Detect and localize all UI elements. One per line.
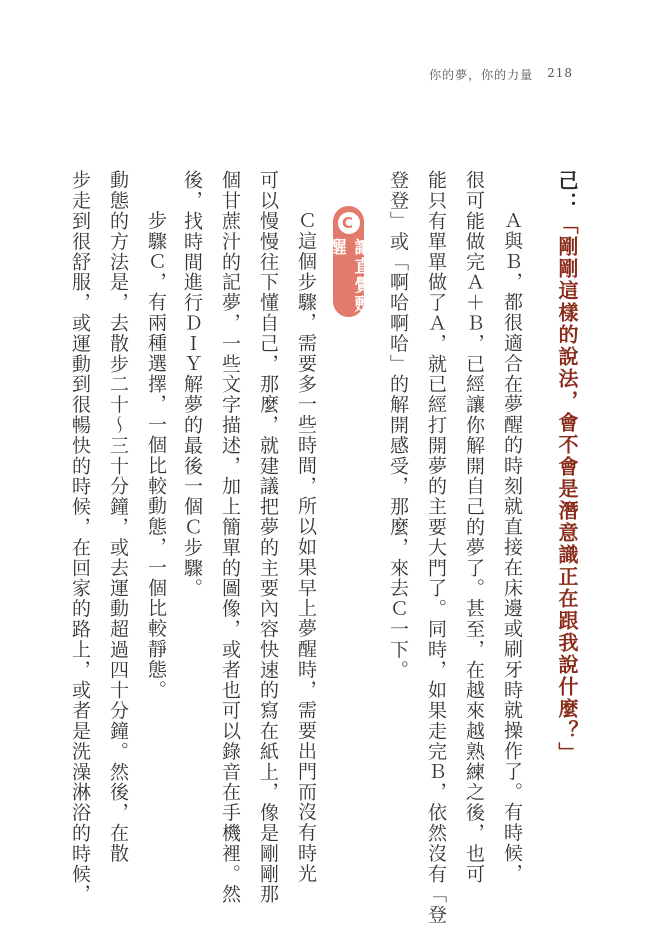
running-title: 你的夢，你的力量 [429, 68, 534, 82]
text-column-3: 能只有單單做了Ａ，就已經打開夢的主要大門了。同時，如果走完Ｂ，依然沒有「登 [425, 170, 447, 925]
text-column-1: Ａ與Ｂ，都很適合在夢醒的時刻就直接在床邊或刷牙時就操作了。有時候， [501, 190, 523, 884]
question-text: 「剛剛這樣的說法，會不會是潛意識正在跟我說什麼？」 [555, 214, 579, 764]
text-column-7: 個甘蔗汁的記夢，一些文字描述，加上簡單的圖像，或者也可以錄音在手機裡。然 [219, 170, 241, 905]
text-column-4: 登登」或「啊哈啊哈」的解開感受，那麼，來去Ｃ一下。 [387, 170, 409, 680]
section-letter: C [338, 212, 360, 234]
section-title: 讓直覺甦醒 [325, 238, 371, 314]
question-heading [553, 170, 582, 764]
text-column-10: 動態的方法是，去散步二十～三十分鐘，或去運動超過四十分鐘。然後，在散 [107, 170, 129, 864]
text-column-11: 步走到很舒服，或運動到很暢快的時候，在回家的路上，或者是洗澡淋浴的時候， [69, 170, 91, 905]
text-column-2: 很可能做完Ａ＋Ｂ，已經讓你解開自己的夢了。甚至，在越來越熟練之後，也可 [463, 170, 485, 884]
question-prefix: 己： [555, 170, 579, 214]
text-column-8: 後，找時間進行ＤＩＹ解夢的最後一個Ｃ步驟。 [181, 170, 203, 599]
text-column-6: 可以慢慢往下懂自己，那麼，就建議把夢的主要內容快速的寫在紙上，像是剛剛那 [257, 170, 279, 905]
text-column-9: 步驟Ｃ，有兩種選擇，一個比較動態，一個比較靜態。 [145, 190, 167, 700]
text-column-5: Ｃ這個步驟，需要多一些時間，所以如果早上夢醒時，需要出門而沒有時光 [295, 190, 317, 884]
page-number: 218 [547, 66, 573, 80]
section-badge [325, 206, 371, 317]
running-header [429, 66, 573, 83]
